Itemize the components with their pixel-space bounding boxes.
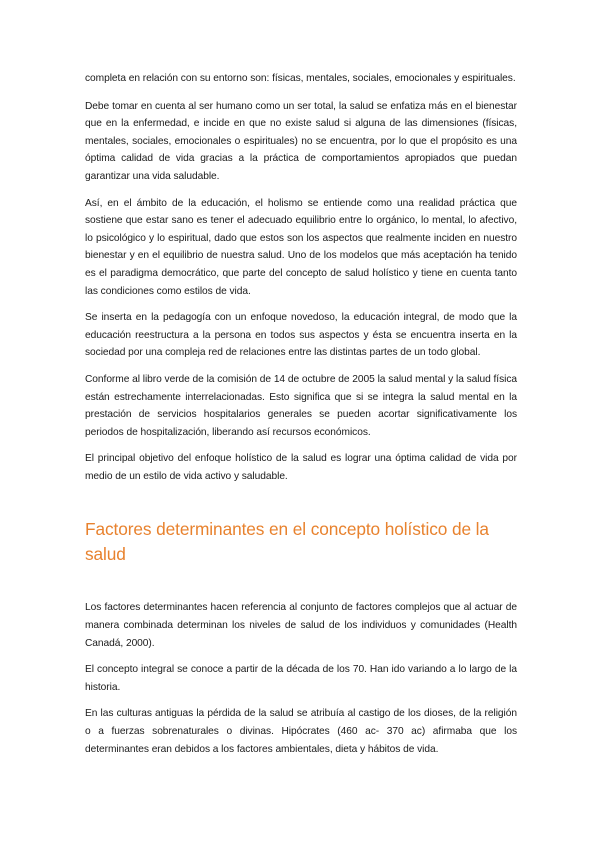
paragraph-culturas-antiguas: En las culturas antiguas la pérdida de la salud se atribuía al castigo de los dioses, de la religión o a fuerzas sobrenaturales o divinas. Hipócrates (460 ac- 370 ac) afirmaba que los determinantes eran debidos a los factores ambientales, dieta y hábitos de vida. xyxy=(85,708,517,755)
paragraph-concepto-integral: El concepto integral se conoce a partir de la década de los 70. Han ido variando a lo largo de la historia. xyxy=(85,664,517,693)
paragraph-ser-total: Debe tomar en cuenta al ser humano como un ser total, la salud se enfatiza más en el bienestar que en la enfermedad, e incide en que no existe salud si alguna de las dimensiones (físicas, mentales, sociales, emocionales o espirituales) no se encuentra, por lo que el propósito es una óptima calidad de vida gracias a la práctica de comportamientos apropiados que puedan garantizar una vida saludable. xyxy=(85,100,517,182)
section-heading: Factores determinantes en el concepto holístico de la salud xyxy=(85,519,489,565)
paragraph-dimensions: completa en relación con su entorno son: físicas, mentales, sociales, emocionales y espirituales. xyxy=(85,73,516,84)
paragraph-objetivo: El principal objetivo del enfoque holístico de la salud es lograr una óptima calidad de vida por medio de un estilo de vida activo y saludable. xyxy=(85,453,517,482)
paragraph-pedagogia: Se inserta en la pedagogía con un enfoque novedoso, la educación integral, de modo que la educación reestructura a la persona en todos sus aspectos y ésta se encuentra inserta en la sociedad por una compleja red de relaciones entre las distintas partes de un todo global. xyxy=(85,312,517,359)
paragraph-holismo-educacion: Así, en el ámbito de la educación, el holismo se entiende como una realidad práctica que sostiene que estar sano es tener el adecuado equilibrio entre lo orgánico, lo mental, lo afectivo, lo psicológico y lo espiritual, dado que estos son los aspectos que realmente inciden en nuestro bienestar y en el equilibrio de nuestra salud. Uno de los modelos que más aceptación ha tenido es el paradigma democrático, que parte del concepto de salud holístico y tiene en cuenta tanto las condiciones como estilos de vida. xyxy=(85,197,517,297)
document-page xyxy=(85,70,517,767)
paragraph-factores: Los factores determinantes hacen referencia al conjunto de factores complejos que al actuar de manera combinada determinan los niveles de salud de los individuos y comunidades (Health Canadá, 2000). xyxy=(85,602,517,649)
paragraph-libro-verde: Conforme al libro verde de la comisión de 14 de octubre de 2005 la salud mental y la salud física están estrechamente interrelacionadas. Esto significa que si se integra la salud mental en la prestación de servicios hospitalarios generales se pueden acortar significativamente los periodos de hospitalización, liberando así recursos económicos. xyxy=(85,373,517,438)
